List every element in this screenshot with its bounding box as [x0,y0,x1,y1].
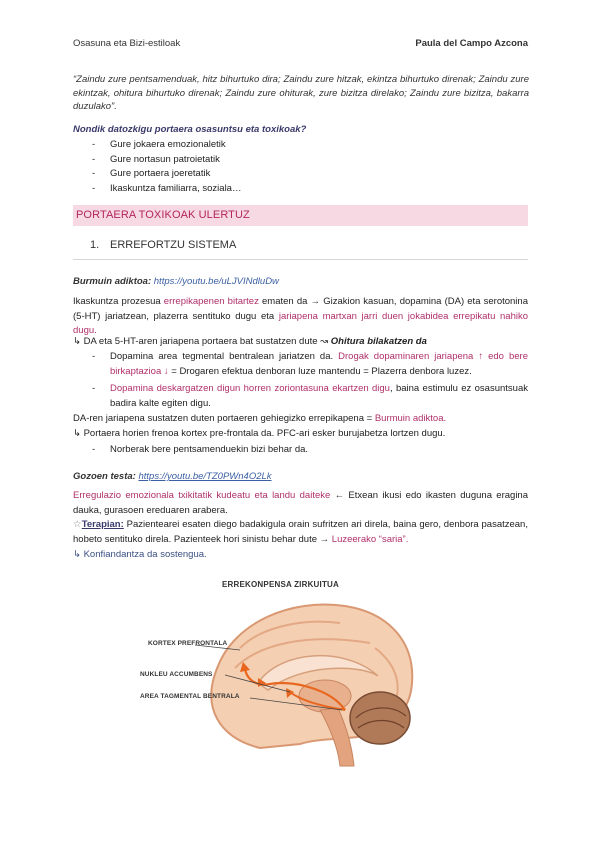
sources-list [92,138,241,196]
section-title: PORTAERA TOXIKOAK ULERTUZ [76,209,250,221]
list-item: - Gure nortasun patroietatik [92,153,241,168]
figure-title: ERREKONPENSA ZIRKUITUA [222,580,339,589]
highlight-text: Dopamina deskargatzen digun horren zoriontasuna ekartzen digu [110,383,390,394]
list-item: - Norberak bere pentsamenduekin bizi behar da. [92,443,308,458]
question-heading: Nondik datozkigu portaera osasuntsu eta toxikoak? [73,124,307,135]
subsection-heading [90,239,236,251]
label-area: AREA TAGMENTAL BENTRALA [140,693,240,700]
section-band [73,205,528,226]
text: ↳ DA eta 5-HT-aren jariapena portaera bat sustatzen dute ↝ [73,336,331,347]
subsection-number: 1. [90,239,100,251]
text: Ikaskuntza prozesua [73,296,164,307]
list-item: - Gure jokaera emozionaletik [92,138,241,153]
terapian-label: Terapian: [81,519,124,530]
gozoen-line-3: ↳ Konfiandantza da sostengua. [73,549,207,560]
brain-diagram [140,588,430,768]
burmuin-line-2 [73,335,427,350]
text: DA-ren jariapena sustatzen duten portaeren gehiegizko errepikapena = [73,413,375,424]
text: Pazientearei esaten diego badakigula orain sufritzen ari direla, baina gero, denbora pasatzean, hobeto sentituko direla. Pazienteek hori sinistu behar dute → [73,519,528,545]
text: Dopamina area tegmental bentralean jariatzen da. [110,351,339,362]
text: ematen da → Gizakion kasuan, dopamina (DA) eta serotonina (5-HT) jariatzean, plazerra sentituko dugu eta [73,296,528,322]
star-icon: ☆ [73,519,82,530]
burmuin-list [92,350,528,411]
burmuin-line-3: ↳ Portaera horien frenoa kortex pre-frontala da. PFC-ari esker burujabetza lortzen dugu. [73,428,446,439]
gozoen-label: Gozoen testa [73,471,133,482]
label-kortex: KORTEX PREFRONTALA [148,640,228,647]
subsection-title: ERREFORTZU SISTEMA [110,239,237,251]
label-nukleu: NUKLEU ACCUMBENS [140,671,213,678]
header-right: Paula del Campo Azcona [415,38,528,49]
highlight-text: Drogak dopaminaren jariapena ↑ edo bere birkaptazioa ↓ [110,351,528,377]
burmuin-link[interactable]: https://youtu.be/uLJVINdluDw [153,276,279,287]
gozoen-paragraph-2 [73,518,528,547]
burmuin-label: Burmuin adiktoa [73,276,148,287]
highlight-text: errepikapenen bitartez [163,296,259,307]
opening-quote: “Zaindu zure pentsamenduak, hitz bihurtuko dira; Zaindu zure hitzak, ekintza bihurtuko direnak; Zaindu zure ekintzak, ohitura bihurtuko direnak; Zaindu zure ohiturak, zure bizitza direlako; Zaindu zure bizitza, bakarra duzulako”. [73,74,529,112]
list-item: - Ikaskuntza familiarra, soziala… [92,182,241,197]
burmuin-paragraph-2 [73,412,528,427]
gozoen-link[interactable]: https://youtu.be/TZ0PWn4O2Lk [138,471,272,482]
text: , baina estimulu ez osasuntsuak badira kalte egiten digu. [110,383,528,409]
highlight-text: Burmuin adiktoa. [374,413,447,424]
list-item: - Gure portaera joeretatik [92,167,241,182]
list-item [92,382,528,411]
gozoen-paragraph-1 [73,489,528,518]
list-item [92,350,528,379]
text: ← Etxean ikusi edo ikasten duguna eragina dauka, gurasoen ereduaren arabera. [73,490,528,516]
burmuin-list-2 [92,443,308,458]
burmuin-paragraph-1 [73,295,528,339]
burmuin-video-line: Burmuin adiktoa: https://youtu.be/uLJVINdluDw [73,276,279,287]
highlight-text: Erregulazio emozionala txikitatik kudeatu eta landu daiteke [73,490,331,501]
header-left: Osasuna eta Bizi-estiloak [73,38,181,49]
divider [73,259,528,260]
text: = Drogaren efektua denboran luze mantendu = Plazerra denbora luzez. [168,365,472,377]
highlight-text: jariapena martxan jarri duen jokabidea errepikatu nahiko dugu. [73,310,528,336]
emphasis-text: Ohitura bilakatzen da [330,336,427,347]
highlight-text: Luzeerako “saria”. [331,533,409,545]
cerebellum [350,692,410,744]
gozoen-video-line: Gozoen testa: https://youtu.be/TZ0PWn4O2Lk [73,471,272,482]
